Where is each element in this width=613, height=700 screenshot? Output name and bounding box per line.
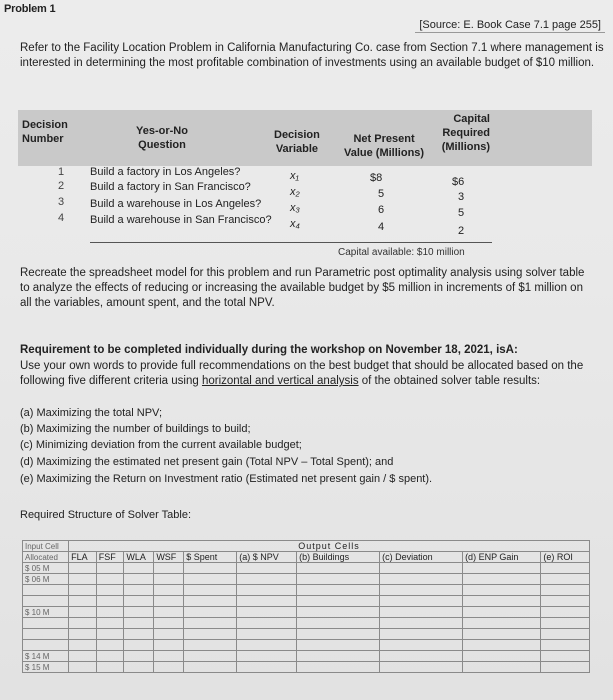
- row-3-npv: 6: [378, 204, 385, 216]
- row-1-number: 1: [58, 166, 65, 178]
- structure-label: Required Structure of Solver Table:: [20, 509, 191, 521]
- row-4-variable: x₄: [290, 218, 300, 230]
- table-row: $ 05 M: [23, 563, 590, 574]
- header-capital: Capital Required (Millions): [441, 113, 490, 153]
- analysis-emphasis: horizontal and vertical analysis: [201, 375, 359, 387]
- header-npv: Net Present Value (Millions): [344, 133, 425, 159]
- solver-header-row: [23, 552, 590, 563]
- intro-paragraph: Refer to the Facility Location Problem in California Manufacturing Co. case from Section 7.1 where management is interested in determining the most profitable combination of investments using an available budget of $10 million.: [20, 42, 604, 69]
- row-4-question: Build a warehouse in San Francisco?: [90, 214, 272, 226]
- row-1-question: Build a factory in Los Angeles?: [90, 166, 241, 178]
- col-roi: (e) ROI: [541, 552, 590, 563]
- row-1-npv: $8: [370, 172, 383, 184]
- source-reference: [Source: E. Book Case 7.1 page 255]: [415, 18, 605, 33]
- input-cell-label: Input Cell: [23, 541, 69, 552]
- row-3-number: 3: [58, 196, 65, 208]
- table-row: $ 06 M: [23, 574, 590, 585]
- row-2-question: Build a factory in San Francisco?: [90, 181, 251, 193]
- row-4-capital: 2: [458, 225, 465, 237]
- row-1-variable: x₁: [290, 170, 299, 182]
- col-wla: WLA: [124, 552, 154, 563]
- col-wsf: WSF: [154, 552, 184, 563]
- header-variable: Decision Variable: [274, 129, 320, 155]
- row-2-capital: 3: [458, 191, 465, 203]
- row-2-npv: 5: [378, 188, 385, 200]
- row-3-capital: 5: [458, 207, 465, 219]
- criterion-e: (e) Maximizing the Return on Investment ratio (Estimated net present gain / $ spent).: [20, 473, 433, 485]
- col-spent: $ Spent: [184, 552, 237, 563]
- row-3-variable: x₃: [290, 202, 300, 214]
- decision-table-body: [18, 166, 592, 242]
- row-2-variable: x₂: [290, 186, 300, 198]
- row-1-capital: $6: [452, 176, 465, 188]
- col-enp-gain: (d) ENP Gain: [463, 552, 541, 563]
- criterion-b: (b) Maximizing the number of buildings to build;: [20, 423, 251, 435]
- table-row: $ 15 M: [23, 662, 590, 673]
- header-decision-number: Decision Number: [22, 119, 68, 145]
- col-fla: FLA: [69, 552, 97, 563]
- capital-available-note: Capital available: $10 million: [338, 247, 465, 258]
- criterion-c: (c) Minimizing deviation from the current available budget;: [20, 439, 302, 451]
- table-row: [23, 596, 590, 607]
- table-row: $ 10 M: [23, 607, 590, 618]
- criterion-a: (a) Maximizing the total NPV;: [20, 407, 163, 419]
- table-row: [23, 629, 590, 640]
- criterion-d: (d) Maximizing the estimated net present gain (Total NPV – Total Spent); and: [20, 456, 394, 468]
- requirement-paragraph: Use your own words to provide full recommendations on the best budget that should be allocated based on the following five different criteria using horizontal and vertical analysis of the obtained solver table results:: [20, 360, 584, 387]
- allocated-label: Allocated: [23, 552, 69, 563]
- col-deviation: (c) Deviation: [380, 552, 463, 563]
- col-npv: (a) $ NPV: [237, 552, 297, 563]
- solver-table: [22, 540, 590, 670]
- row-2-number: 2: [58, 180, 65, 192]
- col-fsf: FSF: [96, 552, 124, 563]
- table-row: [23, 640, 590, 651]
- requirement-title: Requirement to be completed individually during the workshop on November 18, 2021, isA:: [20, 344, 518, 356]
- table-row: $ 14 M: [23, 651, 590, 662]
- table-bottom-rule: [90, 242, 492, 243]
- decision-table-header: [18, 110, 592, 166]
- problem-title: Problem 1: [4, 3, 56, 15]
- table-row: [23, 585, 590, 596]
- col-buildings: (b) Buildings: [297, 552, 380, 563]
- output-cells-label: Output Cells: [69, 541, 590, 552]
- row-3-question: Build a warehouse in Los Angeles?: [90, 198, 262, 210]
- row-4-npv: 4: [378, 221, 385, 233]
- table-row: [23, 618, 590, 629]
- header-question: Yes-or-No Question: [136, 125, 188, 151]
- recreate-paragraph: Recreate the spreadsheet model for this problem and run Parametric post optimality analysis using solver table to analyze the effects of reducing or increasing the available budget by $5 million in increments of $1 million on all the variables, amount spent, and the total NPV.: [20, 267, 585, 309]
- row-4-number: 4: [58, 212, 65, 224]
